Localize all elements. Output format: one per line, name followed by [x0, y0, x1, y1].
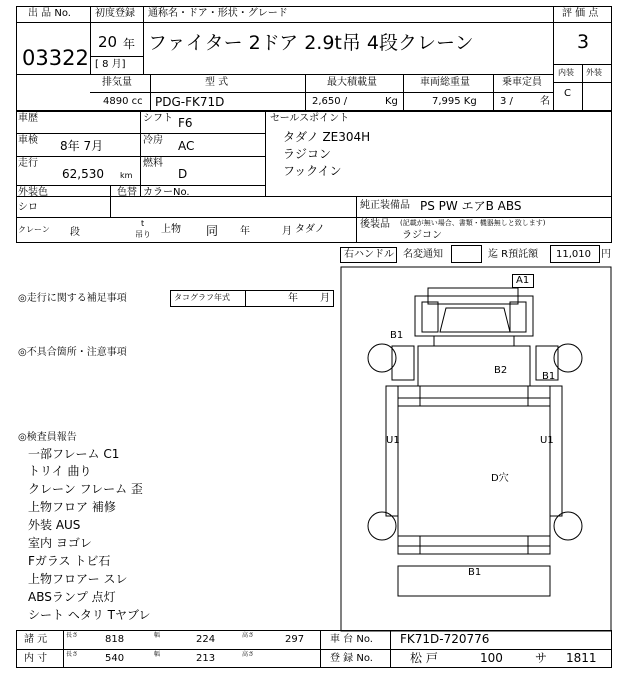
- inner-label: 内 寸: [24, 653, 48, 664]
- sales-point-line: タダノ ZE304H: [283, 130, 371, 144]
- aftermarket-label: 後装品: [360, 219, 390, 230]
- spec-len-value: 818: [105, 634, 125, 645]
- equipment-label: 純正装備品: [360, 200, 410, 211]
- ext-color-label: 外装色: [18, 187, 48, 198]
- inner-wid-label: 幅: [154, 651, 161, 658]
- recycle-value: 11,010: [556, 249, 591, 260]
- model-title: ファイター 2ドア 2.9t吊 4段クレーン: [148, 32, 474, 54]
- rear-left-wheel: [368, 512, 396, 540]
- max-load-value: 2,650 /: [312, 96, 348, 107]
- inspection-value: 8年 7月: [60, 139, 104, 153]
- spec-wid-value: 224: [196, 634, 216, 645]
- shift-label: シフト: [143, 113, 173, 124]
- supplement-title: ◎走行に関する補足事項: [18, 293, 127, 304]
- color-no-label: 色替: [117, 187, 137, 198]
- cab-front: [418, 346, 530, 386]
- lot-label: 出 品 No.: [28, 8, 71, 19]
- reg-year-unit: 年: [123, 37, 136, 51]
- sales-point-line: ラジコン: [283, 147, 332, 161]
- left-side-gate: [386, 386, 398, 516]
- spec-label: 諸 元: [24, 634, 48, 645]
- tacho-year: 年: [288, 293, 298, 304]
- displacement-value: 4890 cc: [103, 96, 143, 107]
- mileage-label: 走行: [18, 158, 38, 169]
- fuel-value: D: [178, 167, 188, 181]
- ac-label: 冷房: [143, 135, 163, 146]
- inner-len-value: 540: [105, 653, 125, 664]
- inspector-line: 上物フロアー スレ: [28, 572, 128, 586]
- first-reg-label: 初度登録: [95, 8, 135, 19]
- inner-hgt-label: 高さ: [242, 651, 255, 658]
- capacity-label: 乗車定員: [502, 77, 542, 88]
- capacity-unit: 名: [540, 96, 550, 107]
- inspector-line: トリイ 曲り: [28, 464, 92, 478]
- rear-right-wheel: [554, 512, 582, 540]
- registration-kana: サ: [535, 651, 548, 665]
- upper-same: 同: [206, 224, 219, 238]
- registration-class: 100: [480, 651, 503, 665]
- reg-month: [ 8 月]: [95, 59, 126, 70]
- name-change-box: [451, 245, 482, 263]
- name-change-label: 名変通知: [403, 249, 443, 260]
- damage-mark: U1: [540, 435, 554, 446]
- max-load-unit: Kg: [385, 96, 398, 107]
- upper-maker: タダノ: [295, 224, 325, 235]
- spec-len-label: 長さ: [66, 632, 79, 639]
- aftermarket-note: (記載が無い場合、書類・機器無しと致します): [400, 219, 546, 227]
- gross-weight-label: 車両総重量: [420, 77, 470, 88]
- cargo-bed: [398, 386, 550, 554]
- windshield: [440, 308, 510, 332]
- inspector-line: シート ヘタリ Tヤブレ: [28, 608, 151, 622]
- vehicle-damage-diagram: [340, 266, 612, 632]
- ac-value: AC: [178, 139, 195, 153]
- registration-label: 登 録 No.: [330, 653, 373, 664]
- left-door: [422, 302, 438, 332]
- upper-month: 月: [282, 226, 292, 237]
- right-side-gate: [550, 386, 562, 516]
- damage-mark: B2: [494, 365, 508, 376]
- mileage-value: 62,530: [62, 167, 104, 181]
- inspection-label: 車検: [18, 135, 38, 146]
- aftermarket-value: ラジコン: [402, 230, 442, 241]
- inner-len-label: 長さ: [66, 651, 79, 658]
- inspector-line: クレーン フレーム 歪: [28, 482, 143, 496]
- upper-label: 上物: [161, 224, 181, 235]
- model-code-label: 型 式: [205, 77, 229, 88]
- tacho-month: 月: [320, 293, 330, 304]
- crane-ton-unit: t: [141, 219, 145, 228]
- history-label: 車歴: [18, 113, 38, 124]
- damage-mark: U1: [386, 435, 400, 446]
- chassis-value: FK71D-720776: [400, 632, 490, 646]
- spec-hgt-value: 297: [285, 634, 305, 645]
- grade-label: 評 価 点: [562, 8, 599, 19]
- crane-stage: 段: [70, 227, 80, 238]
- color-code-label: カラーNo.: [143, 187, 190, 198]
- registration-area: 松 戸: [410, 651, 438, 665]
- damage-mark: B1: [542, 371, 556, 382]
- reg-year: 20: [98, 33, 118, 51]
- defects-title: ◎不具合箇所・注意事項: [18, 347, 127, 358]
- inspector-line: 上物フロア 補修: [28, 500, 116, 514]
- sales-point-line: フックイン: [283, 164, 342, 178]
- exterior-label: 外装: [586, 68, 602, 77]
- spec-hgt-label: 高さ: [242, 632, 255, 639]
- fuel-label: 燃料: [143, 158, 163, 169]
- inspector-line: 室内 ヨゴレ: [28, 536, 92, 550]
- damage-mark: B1: [468, 567, 482, 578]
- inspector-line: 一部フレーム C1: [28, 447, 120, 461]
- tacho-label: タコグラフ年式: [174, 293, 230, 302]
- damage-mark: D穴: [491, 473, 509, 484]
- mileage-unit: km: [120, 171, 133, 180]
- upper-year: 年: [240, 226, 250, 237]
- right-door: [510, 302, 526, 332]
- hood: [434, 336, 514, 346]
- model-code-value: PDG-FK71D: [155, 95, 225, 109]
- inner-wid-value: 213: [196, 653, 216, 664]
- inspector-line: ABSランプ 点灯: [28, 590, 116, 604]
- recycle-label: 迄 R預託額: [488, 249, 539, 260]
- equipment-value: PS PW エアB ABS: [420, 199, 522, 213]
- inspector-line: 外装 AUS: [28, 518, 81, 532]
- model-title-label: 通称名・ドア・形状・グレード: [148, 8, 288, 19]
- crane-label: クレーン: [18, 225, 50, 234]
- inspector-title: ◎検査員報告: [18, 432, 77, 443]
- inspector-line: Fガラス トビ石: [28, 554, 111, 568]
- gross-weight-value: 7,995 Kg: [432, 96, 477, 107]
- damage-mark: A1: [516, 275, 530, 286]
- recycle-unit: 円: [601, 249, 611, 260]
- chassis-label: 車 台 No.: [330, 634, 373, 645]
- shift-value: F6: [178, 116, 193, 130]
- sales-point-label: セールスポイント: [270, 113, 350, 124]
- drive-side: 右ハンドル: [344, 249, 394, 260]
- damage-mark: B1: [390, 330, 404, 341]
- max-load-label: 最大積載量: [327, 77, 377, 88]
- displacement-label: 排気量: [102, 77, 132, 88]
- lot-number: 03322: [22, 46, 89, 70]
- registration-number: 1811: [566, 651, 597, 665]
- capacity-value: 3 /: [500, 96, 513, 107]
- overall-grade: 3: [577, 31, 590, 53]
- spec-wid-label: 幅: [154, 632, 161, 639]
- crane-ton-suffix: 吊り: [135, 230, 151, 239]
- ext-color-value: シロ: [18, 202, 38, 213]
- interior-grade: C: [564, 88, 571, 99]
- interior-label: 内装: [558, 68, 574, 77]
